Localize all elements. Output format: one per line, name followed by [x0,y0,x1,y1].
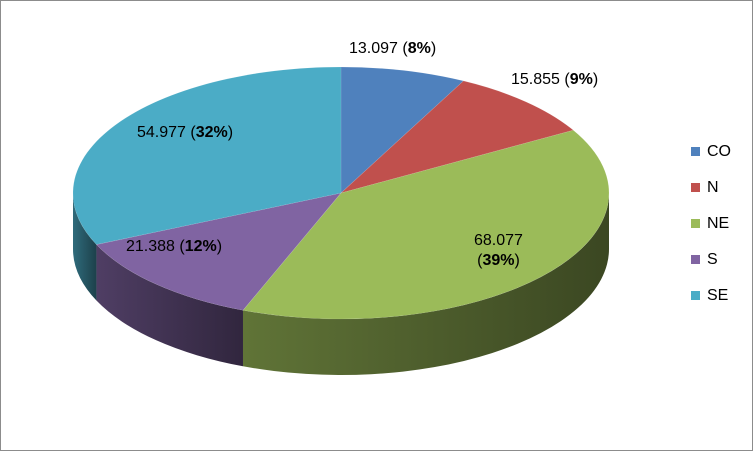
legend-label-co: CO [707,142,731,160]
legend [691,139,731,319]
pie-chart [1,1,752,450]
data-label-co: 13.097 (8%) [349,40,437,57]
data-label-ne-value: 68.077 [474,232,523,249]
data-label-s-value: 21.388 [126,238,175,255]
legend-label-n: N [707,178,719,196]
legend-item-se [691,283,731,308]
legend-item-co [691,139,731,164]
legend-swatch-ne [691,219,700,228]
data-label-ne: 68.077 (39%) [474,232,523,269]
data-label-ne-percent: 39% [482,252,515,269]
data-label-s: 21.388 (12%) [126,238,223,255]
data-label-n-percent: 9% [569,71,593,88]
legend-swatch-n [691,183,700,192]
pie-top [73,67,609,319]
data-label-co-percent: 8% [407,40,431,57]
data-label-se-percent: 32% [195,124,228,141]
legend-swatch-co [691,147,700,156]
legend-label-ne: NE [707,214,730,232]
legend-swatch-s [691,255,700,264]
legend-swatch-se [691,291,700,300]
data-label-co-value: 13.097 [349,40,398,57]
data-label-s-percent: 12% [184,238,217,255]
legend-item-n [691,175,731,200]
data-label-n: 15.855 (9%) [511,71,599,88]
data-label-n-value: 15.855 [511,71,560,88]
legend-label-se: SE [707,286,729,304]
data-label-se-value: 54.977 [137,124,186,141]
legend-label-s: S [707,250,718,268]
legend-item-ne [691,211,731,236]
legend-item-s [691,247,731,272]
data-label-se: 54.977 (32%) [137,124,234,141]
